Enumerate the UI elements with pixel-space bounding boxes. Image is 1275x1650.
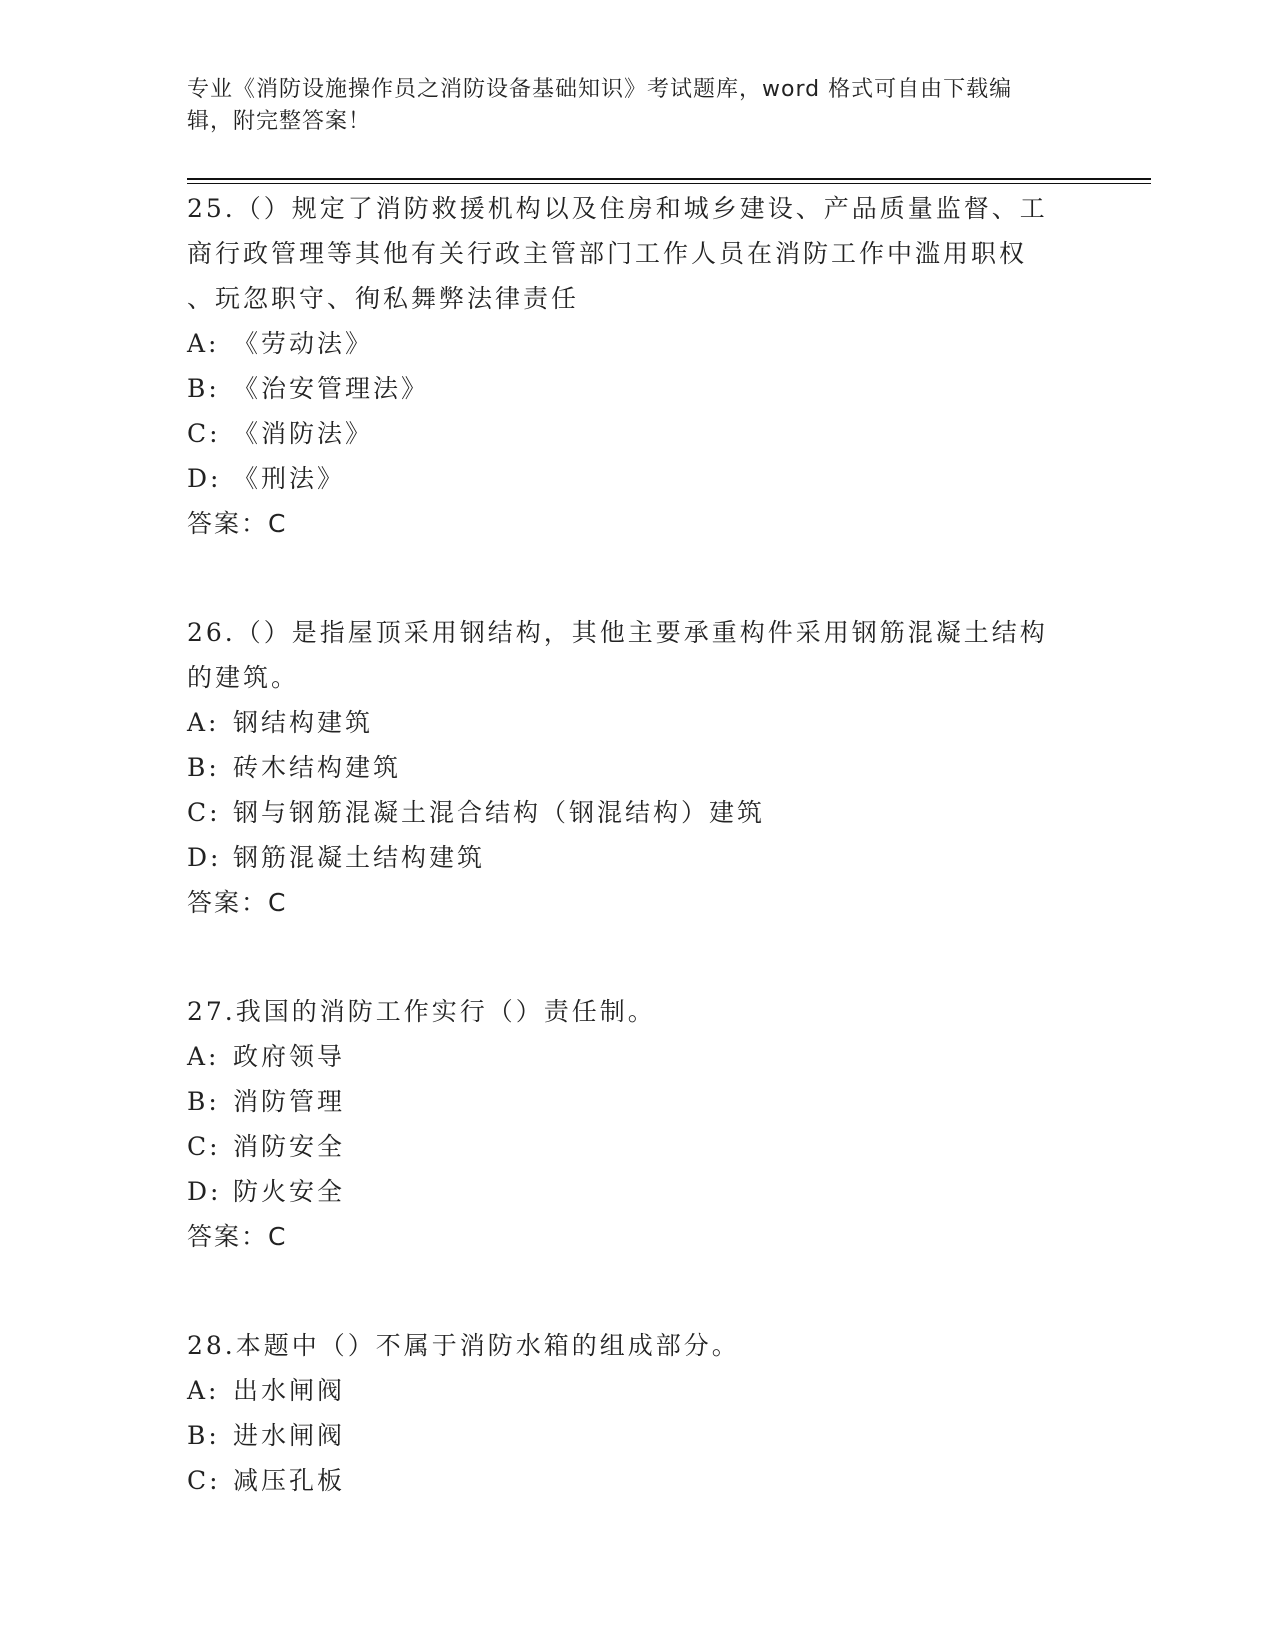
question-spacer xyxy=(187,926,1087,989)
question-stem-line: 商行政管理等其他有关行政主管部门工作人员在消防工作中滥用职权 xyxy=(187,239,1028,268)
option-text: 钢与钢筋混凝土混合结构（钢混结构）建筑 xyxy=(233,798,766,827)
option-letter: C: xyxy=(187,1132,221,1161)
option-letter: A: xyxy=(187,1376,220,1405)
question-stem-line: 26.（）是指屋顶采用钢结构，其他主要承重构件采用钢筋混凝土结构 xyxy=(187,618,1048,647)
option-text: 出水闸阀 xyxy=(233,1376,346,1405)
option-letter: A: xyxy=(187,1042,220,1071)
question-stem xyxy=(187,610,1087,700)
option-letter: C: xyxy=(187,798,221,827)
header-rule-thick xyxy=(187,178,1151,180)
option-letter: B: xyxy=(187,1421,220,1450)
question-26 xyxy=(187,610,1087,926)
document-header xyxy=(187,74,1067,138)
question-list xyxy=(187,186,1087,1503)
option-a xyxy=(187,1368,1087,1413)
option-b xyxy=(187,1079,1087,1124)
question-stem-line: 、玩忽职守、徇私舞弊法律责任 xyxy=(187,284,580,313)
header-line-1: 专业《消防设施操作员之消防设备基础知识》考试题库，word 格式可自由下载编 xyxy=(187,77,1013,102)
option-c xyxy=(187,411,1087,456)
question-stem-line: 的建筑。 xyxy=(187,663,300,692)
question-spacer xyxy=(187,547,1087,610)
question-stem xyxy=(187,989,1087,1034)
option-a xyxy=(187,700,1087,745)
option-text: 《劳动法》 xyxy=(233,329,374,358)
option-text: 政府领导 xyxy=(233,1042,346,1071)
answer-line: 答案：C xyxy=(187,509,288,538)
option-letter: D: xyxy=(187,843,222,872)
option-d xyxy=(187,456,1087,501)
answer-line: 答案：C xyxy=(187,888,288,917)
option-text: 进水闸阀 xyxy=(233,1421,346,1450)
question-stem-line: 27.我国的消防工作实行（）责任制。 xyxy=(187,997,656,1026)
option-letter: B: xyxy=(187,753,220,782)
option-letter: A: xyxy=(187,329,220,358)
question-stem-line: 25.（）规定了消防救援机构以及住房和城乡建设、产品质量监督、工 xyxy=(187,194,1048,223)
option-a xyxy=(187,321,1087,366)
option-text: 《刑法》 xyxy=(233,464,346,493)
option-text: 钢结构建筑 xyxy=(233,708,374,737)
answer-line: 答案：C xyxy=(187,1222,288,1251)
option-b xyxy=(187,745,1087,790)
option-letter: D: xyxy=(187,1177,222,1206)
option-letter: C: xyxy=(187,1466,221,1495)
option-c xyxy=(187,1458,1087,1503)
option-letter: D: xyxy=(187,464,222,493)
header-line-2: 辑，附完整答案！ xyxy=(187,109,372,134)
option-letter: B: xyxy=(187,1087,220,1116)
option-d xyxy=(187,835,1087,880)
option-text: 《消防法》 xyxy=(233,419,374,448)
question-27 xyxy=(187,989,1087,1260)
question-stem-line: 28.本题中（）不属于消防水箱的组成部分。 xyxy=(187,1331,740,1360)
option-b xyxy=(187,366,1087,411)
question-28 xyxy=(187,1323,1087,1503)
question-spacer xyxy=(187,1260,1087,1323)
question-stem xyxy=(187,186,1087,321)
option-letter: A: xyxy=(187,708,220,737)
option-text: 减压孔板 xyxy=(233,1466,346,1495)
option-c xyxy=(187,790,1087,835)
option-b xyxy=(187,1413,1087,1458)
option-text: 消防安全 xyxy=(233,1132,346,1161)
option-text: 消防管理 xyxy=(233,1087,346,1116)
option-c xyxy=(187,1124,1087,1169)
option-letter: C: xyxy=(187,419,221,448)
header-rule-thin xyxy=(187,183,1151,184)
option-d xyxy=(187,1169,1087,1214)
option-text: 砖木结构建筑 xyxy=(233,753,402,782)
question-25 xyxy=(187,186,1087,547)
option-a xyxy=(187,1034,1087,1079)
question-stem xyxy=(187,1323,1087,1368)
option-text: 钢筋混凝土结构建筑 xyxy=(233,843,486,872)
option-text: 《治安管理法》 xyxy=(233,374,430,403)
option-letter: B: xyxy=(187,374,220,403)
option-text: 防火安全 xyxy=(233,1177,346,1206)
